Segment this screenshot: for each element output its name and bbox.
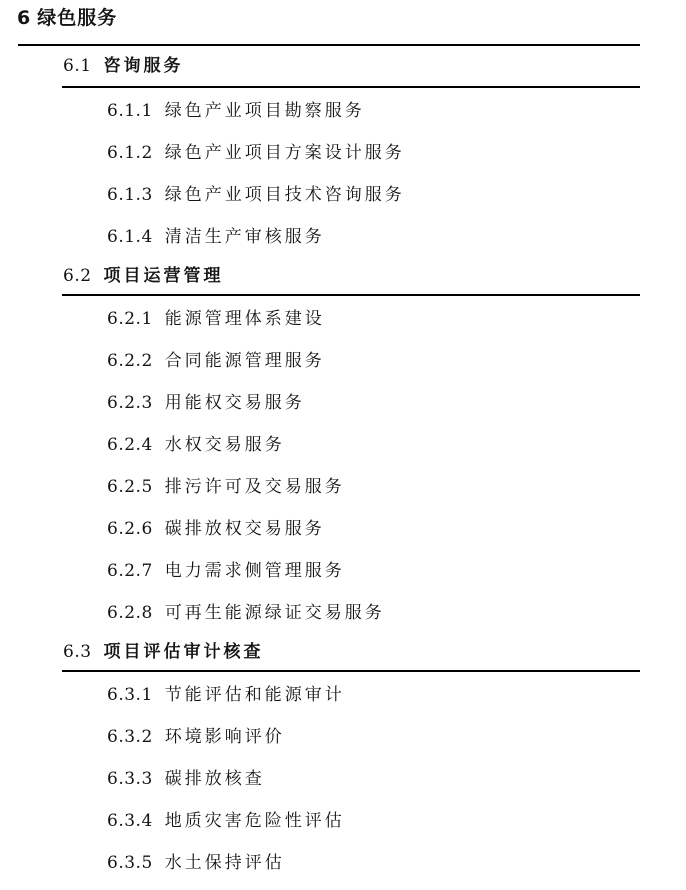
item-number: 6.1.1 — [107, 101, 153, 121]
item-number: 6.2.3 — [107, 393, 153, 413]
section-items — [0, 298, 686, 634]
item-number: 6.1.4 — [107, 227, 153, 247]
list-item — [107, 90, 686, 132]
list-item — [107, 800, 686, 842]
item-label: 可再生能源绿证交易服务 — [164, 603, 385, 623]
item-number: 6.1.3 — [107, 185, 153, 205]
list-item — [107, 382, 686, 424]
item-label: 地质灾害危险性评估 — [164, 811, 345, 831]
sections-container — [0, 46, 686, 884]
item-label: 绿色产业项目技术咨询服务 — [164, 185, 405, 205]
item-label: 环境影响评价 — [164, 727, 285, 747]
item-number: 6.2.4 — [107, 435, 153, 455]
list-item — [107, 340, 686, 382]
list-item — [107, 216, 686, 258]
list-item — [107, 592, 686, 634]
list-item — [107, 842, 686, 884]
item-label: 电力需求侧管理服务 — [164, 561, 345, 581]
item-label: 清洁生产审核服务 — [164, 227, 325, 247]
item-label: 水权交易服务 — [164, 435, 285, 455]
item-label: 能源管理体系建设 — [164, 309, 325, 329]
list-item — [107, 508, 686, 550]
item-label: 排污许可及交易服务 — [164, 477, 345, 497]
list-item — [107, 298, 686, 340]
section-number: 6.2 — [63, 266, 92, 286]
section-number: 6.1 — [63, 56, 92, 76]
chapter-heading — [0, 0, 686, 29]
section-number: 6.3 — [63, 642, 92, 662]
item-number: 6.2.6 — [107, 519, 153, 539]
item-label: 碳排放权交易服务 — [164, 519, 325, 539]
item-number: 6.3.4 — [107, 811, 153, 831]
section-rule — [62, 86, 640, 88]
list-item — [107, 716, 686, 758]
list-item — [107, 550, 686, 592]
item-number: 6.2.8 — [107, 603, 153, 623]
section-header — [63, 46, 686, 86]
section-title: 项目运营管理 — [103, 266, 224, 286]
section-6.3 — [0, 634, 686, 884]
list-item — [107, 466, 686, 508]
item-number: 6.2.1 — [107, 309, 153, 329]
item-label: 碳排放核查 — [164, 769, 265, 789]
item-label: 节能评估和能源审计 — [164, 685, 345, 705]
list-item — [107, 758, 686, 800]
list-item — [107, 132, 686, 174]
item-label: 绿色产业项目方案设计服务 — [164, 143, 405, 163]
section-header — [63, 258, 686, 294]
section-6.2 — [0, 258, 686, 634]
item-number: 6.2.2 — [107, 351, 153, 371]
section-header — [63, 634, 686, 670]
item-number: 6.3.1 — [107, 685, 153, 705]
item-label: 水土保持评估 — [164, 853, 285, 873]
list-item — [107, 674, 686, 716]
section-title: 咨询服务 — [103, 56, 184, 76]
section-rule — [62, 294, 640, 296]
chapter-title: 绿色服务 — [37, 7, 118, 29]
item-number: 6.3.5 — [107, 853, 153, 873]
item-label: 绿色产业项目勘察服务 — [164, 101, 365, 121]
section-items — [0, 90, 686, 258]
item-label: 用能权交易服务 — [164, 393, 305, 413]
item-number: 6.2.7 — [107, 561, 153, 581]
item-label: 合同能源管理服务 — [164, 351, 325, 371]
item-number: 6.3.3 — [107, 769, 153, 789]
section-title: 项目评估审计核查 — [103, 642, 264, 662]
section-rule — [62, 670, 640, 672]
section-6.1 — [0, 46, 686, 258]
list-item — [107, 424, 686, 466]
item-number: 6.2.5 — [107, 477, 153, 497]
item-number: 6.3.2 — [107, 727, 153, 747]
section-items — [0, 674, 686, 884]
list-item — [107, 174, 686, 216]
chapter-number: 6 — [17, 7, 31, 29]
item-number: 6.1.2 — [107, 143, 153, 163]
